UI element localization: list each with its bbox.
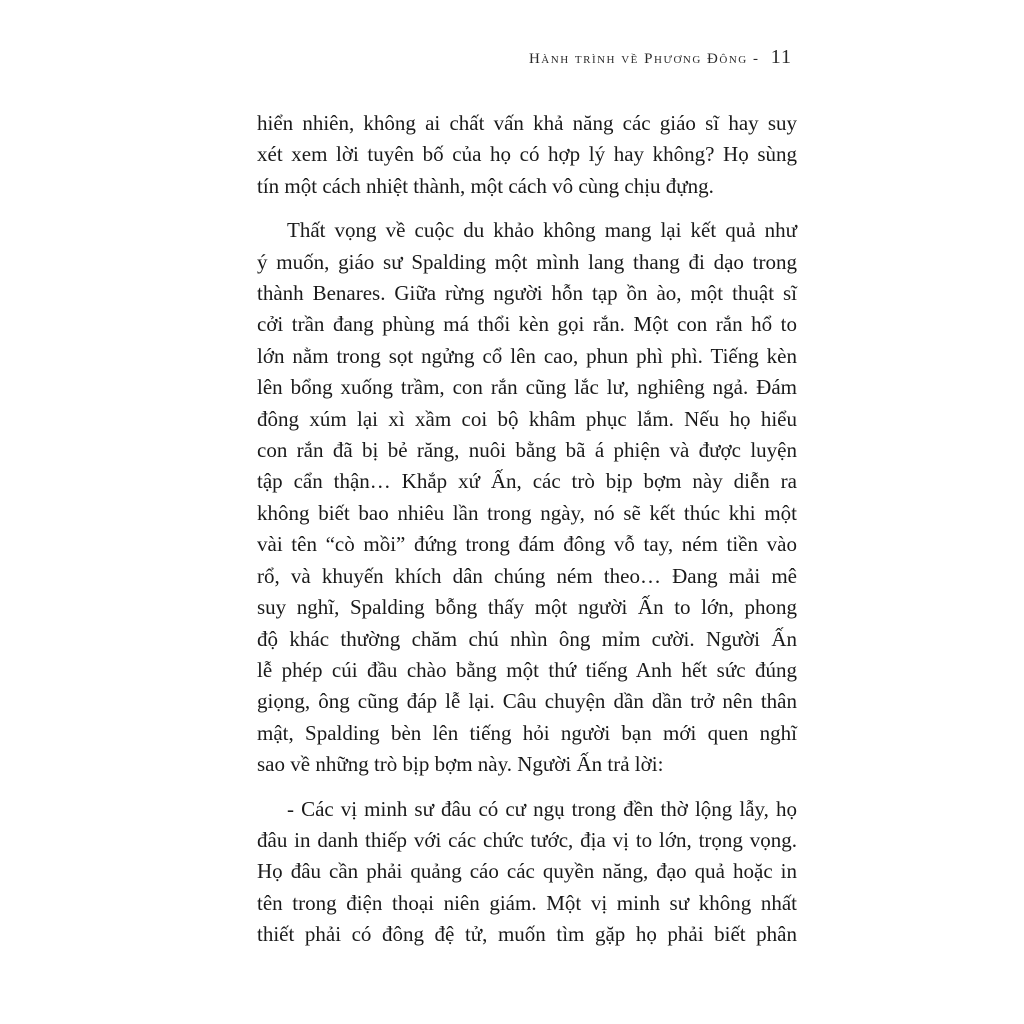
text-line: không biết bao nhiêu lần trong ngày, nó sẽ kết thúc khi một [257,500,797,525]
body-text [257,108,797,951]
text-line: độ khác thường chăm chú nhìn ông mỉm cười. Người Ấn [257,626,797,651]
text-line: tín một cách nhiệt thành, một cách vô cùng chịu đựng. [257,173,714,198]
text-line: giọng, ông cũng đáp lễ lại. Câu chuyện dần dần trở nên thân [257,689,797,714]
text-line: tập cẩn thận… Khắp xứ Ấn, các trò bịp bợm này diễn ra [257,469,797,494]
text-line: lễ phép cúi đầu chào bằng một thứ tiếng Anh hết sức đúng [257,657,797,682]
text-line: suy nghĩ, Spalding bỗng thấy một người Ấn to lớn, phong [257,595,797,620]
text-line: Thất vọng về cuộc du khảo không mang lại kết quả như [287,218,797,243]
text-line: cởi trần đang phùng má thổi kèn gọi rắn. Một con rắn hổ to [257,312,797,337]
text-line: thiết phải có đông đệ tử, muốn tìm gặp họ phải biết phân [257,922,797,947]
paragraph-gap [257,781,797,794]
text-line: đông xúm lại xì xầm coi bộ khâm phục lắm. Nếu họ hiểu [257,406,797,431]
text-line: Họ đâu cần phải quảng cáo các quyền năng, đạo quả hoặc in [257,859,797,884]
text-line: tên trong điện thoại niên giám. Một vị minh sư không nhất [257,890,797,915]
text-line: lên bổng xuống trầm, con rắn cũng lắc lư, nghiêng ngả. Đám [257,375,797,400]
text-line: sao về những trò bịp bợm này. Người Ấn trả lời: [257,752,664,777]
paragraph-3 [257,794,797,951]
paragraph-1 [257,108,797,202]
paragraph-2 [257,215,797,780]
text-line: thành Benares. Giữa rừng người hỗn tạp ồn ào, một thuật sĩ [257,281,797,306]
text-line: - Các vị minh sư đâu có cư ngụ trong đền thờ lộng lẫy, họ [287,796,797,821]
text-line: mật, Spalding bèn lên tiếng hỏi người bạn mới quen nghĩ [257,720,797,745]
header-separator: - [752,51,760,67]
text-line: đâu in danh thiếp với các chức tước, địa vị to lớn, trọng vọng. [257,827,797,852]
paragraph-gap [257,202,797,215]
text-line: rổ, và khuyến khích dân chúng ném theo… Đang mải mê [257,563,797,588]
text-line: con rắn đã bị bẻ răng, nuôi bằng bã á phiện và được luyện [257,438,797,463]
text-line: hiển nhiên, không ai chất vấn khả năng các giáo sĩ hay suy [257,111,797,135]
text-line: ý muốn, giáo sư Spalding một mình lang thang đi dạo trong [257,249,797,274]
page-number: 11 [770,46,792,68]
text-line: lớn nằm trong sọt ngửng cổ lên cao, phun phì phì. Tiếng kèn [257,343,797,368]
running-header [529,46,792,69]
text-line: xét xem lời tuyên bố của họ có hợp lý hay không? Họ sùng [257,142,797,167]
header-title: Hành trình về Phương Đông [528,51,748,67]
text-line: vài tên “cò mồi” đứng trong đám đông vỗ tay, ném tiền vào [257,532,797,557]
